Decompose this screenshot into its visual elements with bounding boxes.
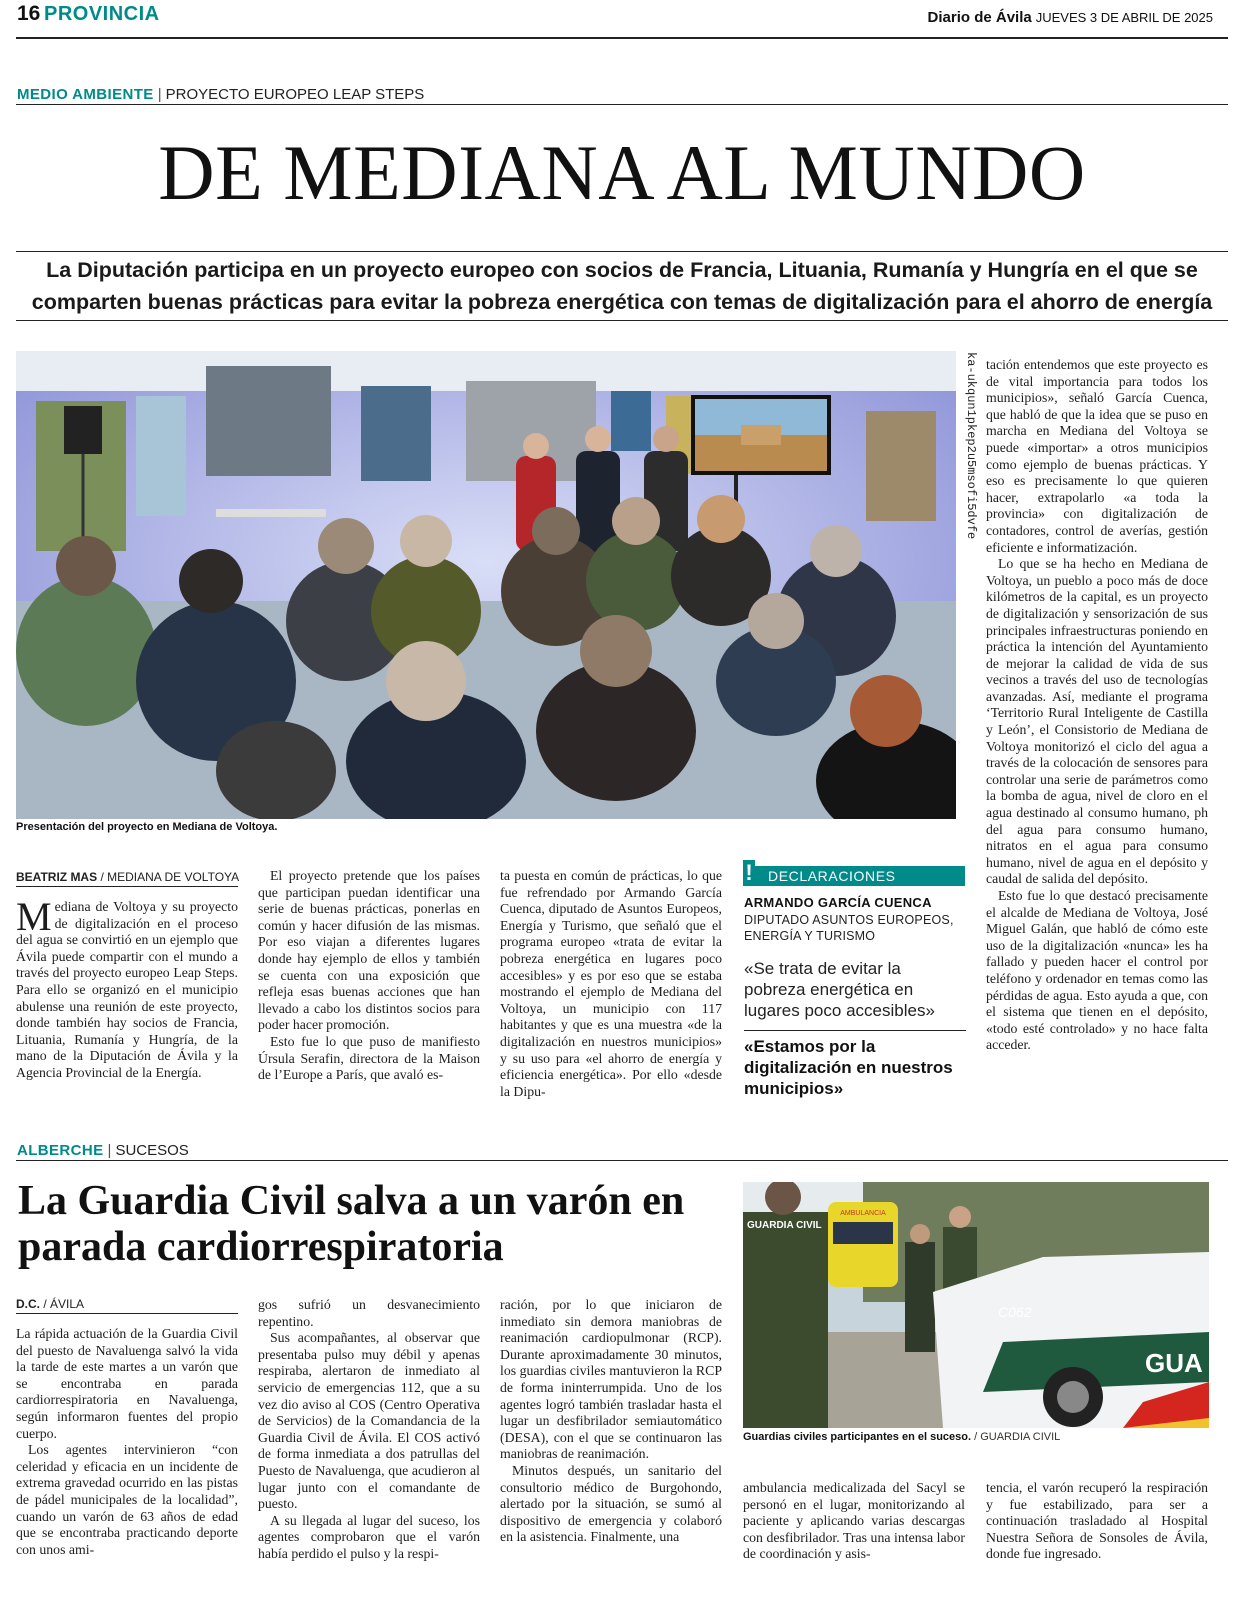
uniform-badge: GUARDIA CIVIL — [747, 1220, 822, 1231]
story2-kicker-tag: ALBERCHE — [17, 1142, 104, 1159]
masthead — [928, 9, 1213, 26]
story2-headline: La Guardia Civil salva a un varón en parada cardiorrespiratoria — [18, 1178, 685, 1270]
story2-paragraph: Sus acompañantes, al observar que presentaba pulso muy débil y apenas respiraba, alertaron de inmediato al servicio de emergencias 112, que a su vez dio aviso al COS (Centro Operativa de Servicios) de la Comandancia de la Guardia Civil de Ávila. El COS activó de forma inmediata a dos patrullas del Puesto de Navaluenga, que acudieron al lugar junto con el comandante de puesto. — [258, 1330, 480, 1512]
story1-byline — [16, 870, 239, 884]
byline-place: / ÁVILA — [43, 1297, 85, 1311]
story2-paragraph: Los agentes intervinieron “con celeridad y eficacia en un incidente de extrema gravedad ocurrido en las pistas de pádel municipales de la localidad”, cuando un varón de 63 años de edad que se encontraba practicando deporte con unos ami- — [16, 1442, 238, 1557]
story2-column-5 — [986, 1480, 1208, 1563]
story2-kicker — [17, 1142, 189, 1159]
story1-subhead: La Diputación participa en un proyecto europeo con socios de Francia, Lituania, Rumanía y Hungría en el que se comparten buenas prácticas para evitar la pobreza energética con temas de digitalización para el ahorro de energía — [31, 258, 1213, 314]
byline-rule — [16, 886, 238, 887]
story2-paragraph: Minutos después, un sanitario del consultorio médico de Burgohondo, alertado por la situación, se sumó al dispositivo de emergencia y colaboró en la asistencia. Finalmente, una — [500, 1462, 722, 1545]
kicker-separator: | — [107, 1142, 112, 1159]
story1-paragraph: tación entendemos que este proyecto es de vital importancia para todos los municipios», señaló García Cuenca, que habló de que la idea que se puso en marcha en Mediana del Voltoya se puede «importar» a otros municipios como ejemplo de buenas prácticas. Y eso es precisamente lo que quieren hacer, extrapolarlo «a toda la provincia» con digitalización de contadores, control de averías, gestión eficiente e informatización. — [986, 357, 1208, 555]
story1-photo-caption: Presentación del proyecto en Mediana de Voltoya. — [16, 821, 278, 833]
story2-photo-caption — [743, 1431, 1060, 1443]
photo-id-code: ka-ukqun1pkep2u5msofi5dvfe — [964, 352, 978, 540]
story1-col1-text: ediana de Voltoya y su proyecto de digitalización en el proceso del agua se convirtió en un ejemplo que Ávila puede compartir con el mundo a través del proyecto europeo Leap Steps. Para ello se organizó en el municipio abulense una reunión de este proyecto, donde también hay socios de Francia, Lituania, Rumanía y Hungría, de la mano de la Diputación de Ávila y la Agencia Provincial de la Energía. — [16, 899, 238, 1080]
kicker-separator: | — [157, 86, 162, 103]
story1-headline: DE MEDIANA AL MUNDO — [158, 129, 1086, 216]
kicker-rule — [16, 1160, 1228, 1161]
story2-paragraph: A su llegada al lugar del suceso, los agentes comprobaron que el varón había perdido el pulso y la respi- — [258, 1512, 480, 1561]
story1-paragraph: Esto fue lo que destacó precisamente el alcalde de Mediana de Voltoya, José Miguel Galán, que habló de cómo este uso de la digitalización «nunca» les ha fallado y pueden hacer el control por teléfono y ordenador en temas como las pérdidas de agua. Esto ayuda a que, con el sistema que tienen en el depósito, «todo esté controlado» y no hace falta acceder. — [986, 888, 1208, 1053]
byline-rule — [16, 1313, 238, 1314]
story1-paragraph: Lo que se ha hecho en Mediana de Voltoya, un pueblo a poco más de doce kilómetros de la capital, es un proyecto de digitalización y sensorización de sus principales infraestructuras poniendo en práctica la intención del Ayuntamiento de mejorar la calidad de vida de sus vecinos a través del uso de tecnologías avanzadas. Así, mediante el programa ‘Territorio Rural Inteligente de Castilla y León’, el Consistorio de Mediana de Voltoya monitorizó el ciclo del agua a través de la colocación de sensores para controlar una serie de parámetros como la bomba de agua, nivel de cloro en el agua destinado al consumo humano, ph del agua para consumo humano, nitratos en el agua para consumo humano, nivel de agua en el depósito y caudal de salida del depósito. — [986, 556, 1208, 887]
story2-photo-credit: / GUARDIA CIVIL — [974, 1431, 1061, 1443]
guardia-civil-photo-illustration — [743, 1182, 1209, 1428]
exclamation-icon: ! — [743, 860, 755, 886]
story1-column-2 — [258, 868, 480, 1084]
story2-paragraph: ración, por lo que iniciaron de inmediato sin demora maniobras de reanimación cardiopulmonar (RCP). Durante aproximadamente 30 minutos, los guardias civiles mantuvieron la RCP de forma ininterrumpida. Uno de los agentes logró también trasladar hasta el lugar un desfibrilador semiautomático (DESA), con el que se continuaron las maniobras de reanimación. — [500, 1297, 722, 1462]
issue-date: JUEVES 3 DE ABRIL DE 2025 — [1035, 10, 1213, 25]
story2-caption-text: Guardias civiles participantes en el suceso. — [743, 1431, 972, 1443]
story1-paragraph: ta puesta en común de prácticas, lo que fue refrendado por Armando García Cuenca, diputado de Asuntos Europeos, Energía y Turismo, que señaló que el programa europeo «trata de evitar la pobreza energética en lugares poco accesibles» y es por eso que se estaba mostrando el ejemplo de Mediana del Voltoya, un municipio con 117 habitantes y que es una muestra «de la digitalización en nuestros municipios» y su uso para «el ahorro de energía y eficiencia energética». Por ello «desde la Dipu- — [500, 868, 722, 1099]
story1-kicker-topic: PROYECTO EUROPEO LEAP STEPS — [165, 86, 425, 103]
kicker-rule — [16, 104, 1228, 105]
story1-kicker — [17, 86, 424, 103]
car-lettering: GUA — [1145, 1348, 1203, 1378]
presentation-screen — [691, 395, 831, 475]
subhead-bottom-rule — [16, 320, 1228, 321]
declaraciones-label: DECLARACIONES — [768, 868, 896, 884]
car-number: C062 — [998, 1304, 1032, 1320]
story1-paragraph: Esto fue lo que puso de manifiesto Úrsula Serafin, directora de la Maison de l’Europe a París, que avaló es- — [258, 1033, 480, 1083]
ambulance-label: AMBULANCIA — [840, 1210, 886, 1217]
header-rule — [16, 37, 1228, 39]
story2-byline — [16, 1297, 84, 1311]
story1-column-5 — [986, 357, 1208, 1054]
story1-paragraph — [16, 894, 238, 1082]
story1-column-3 — [500, 868, 722, 1100]
declaraciones-rule — [744, 1030, 966, 1031]
story2-kicker-topic: SUCESOS — [115, 1142, 189, 1159]
subhead-top-rule — [16, 251, 1228, 252]
dropcap: M — [16, 894, 52, 939]
section-name: PROVINCIA — [44, 3, 160, 25]
story2-column-2 — [258, 1297, 480, 1563]
story2-paragraph: tencia, el varón recuperó la respiración y fue estabilizado, para ser a continuación trasladado al Hospital Nuestra Señora de Sonsoles de Ávila, donde fue ingresado. — [986, 1480, 1208, 1562]
paper-name: Diario de Ávila — [927, 9, 1032, 26]
byline-author: D.C. — [16, 1297, 40, 1311]
story2-column-4 — [743, 1480, 965, 1563]
story1-paragraph: El proyecto pretende que los países que participan puedan identificar una serie de buenas prácticas, ponerlas en común y hacer difusión de las mismas. Por eso viajan a diferentes lugares donde hay ejemplo de ellos y también se cuenta con una exposición que refleja esas buenas acciones que han llevado a cabo los distintos socios para poder hacer promoción. — [258, 868, 480, 1033]
story1-photo — [16, 351, 956, 819]
declaraciones-highlight: «Estamos por la digitalización en nuestros municipios» — [744, 1037, 953, 1098]
byline-place: / MEDIANA DE VOLTOYA — [100, 870, 240, 884]
page-number: 16 — [17, 2, 41, 25]
story2-photo — [743, 1182, 1209, 1428]
story1-kicker-tag: MEDIO AMBIENTE — [17, 86, 154, 103]
story2-paragraph: ambulancia medicalizada del Sacyl se personó en el lugar, monitorizando al paciente y aplicando varias descargas con desfibrilador. Tras una intensa labor de coordinación y asis- — [743, 1480, 965, 1562]
declaraciones-quote: «Se trata de evitar la pobreza energética en lugares poco accesibles» — [744, 959, 935, 1020]
story1-column-1 — [16, 894, 238, 1082]
story2-column-3 — [500, 1297, 722, 1546]
declaraciones-name: ARMANDO GARCÍA CUENCA — [744, 895, 932, 910]
byline-author: BEATRIZ MAS — [16, 870, 98, 884]
story2-paragraph: gos sufrió un desvanecimiento repentino. — [258, 1297, 480, 1329]
story2-column-1 — [16, 1326, 238, 1558]
declaraciones-role: DIPUTADO ASUNTOS EUROPEOS, ENERGÍA Y TURISMO — [744, 913, 954, 943]
story2-paragraph: La rápida actuación de la Guardia Civil del puesto de Navaluenga salvó la vida la tarde de este martes a un varón que se encontraba en parada cardiorrespiratoria en Navaluenga, según informaron fuentes del propio cuerpo. — [16, 1326, 238, 1441]
